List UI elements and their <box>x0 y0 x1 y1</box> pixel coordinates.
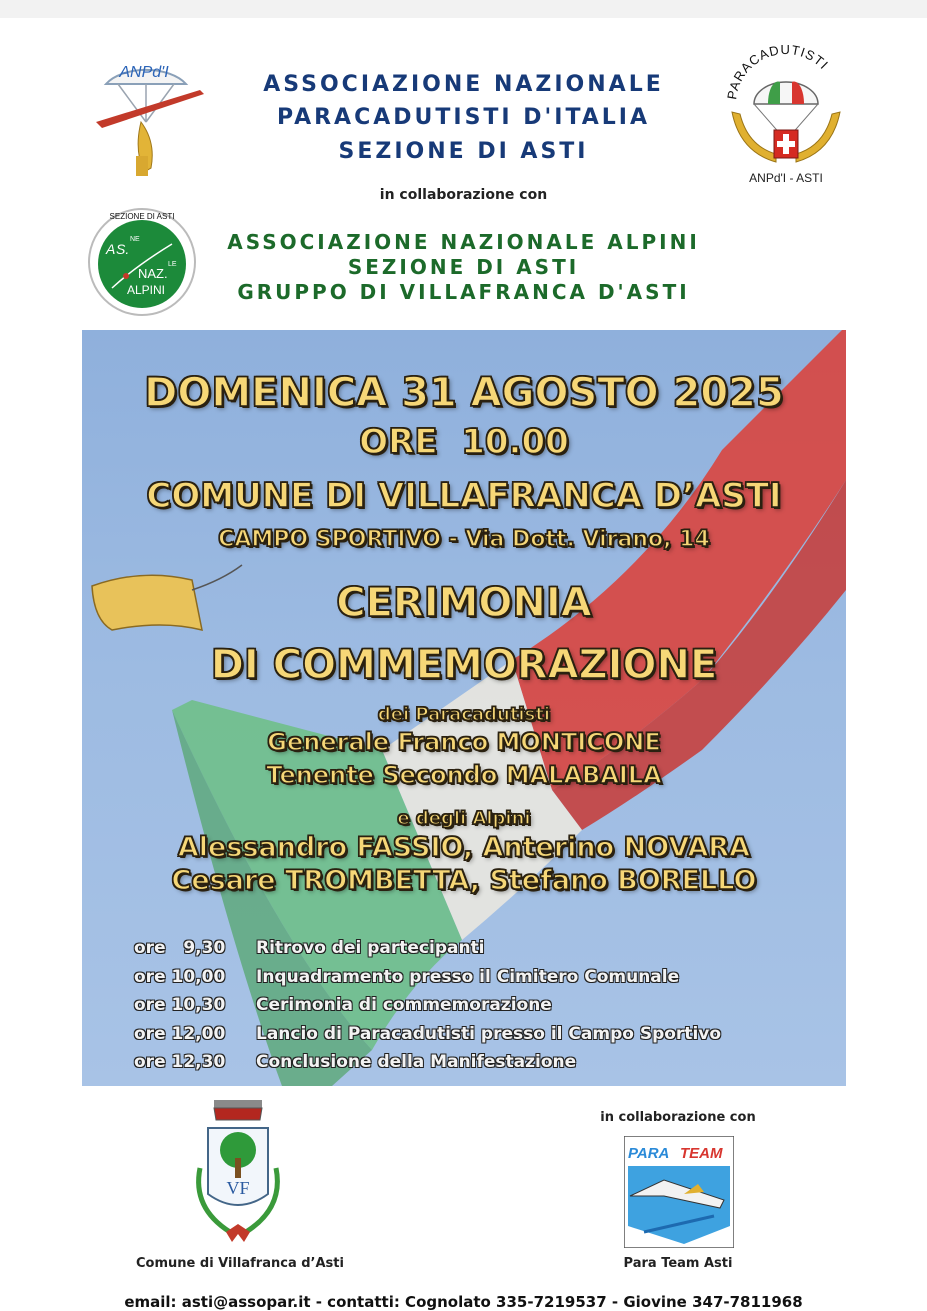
paracadutisti-caption: ANPd'I - ASTI <box>749 171 823 185</box>
schedule-time: ore 9,30 <box>134 938 226 958</box>
schedule-row <box>134 1024 721 1053</box>
schedule-desc: Cerimonia di commemorazione <box>256 995 552 1015</box>
schedule-row <box>134 967 721 996</box>
comune-caption: Comune di Villafranca d’Asti <box>136 1256 344 1271</box>
poster-name-1: Generale Franco MONTICONE <box>267 728 661 756</box>
alpini-line-1: ASSOCIAZIONE NAZIONALE ALPINI <box>227 230 700 254</box>
header-line-3: SEZIONE DI ASTI <box>338 139 589 164</box>
poster-dei: dei Paracadutisti <box>377 704 551 725</box>
ana-le: LE <box>168 261 177 268</box>
poster-degli: e degli Alpini <box>397 808 531 829</box>
schedule-time: ore 12,30 <box>134 1052 226 1072</box>
ana-ring-text: SEZIONE DI ASTI <box>109 212 175 221</box>
comune-vf-text: VF <box>226 1178 250 1198</box>
schedule-time: ore 10,00 <box>134 966 226 987</box>
anpdi-logo-text: ANPd'I <box>119 64 169 81</box>
ana-alpini: ALPINI <box>126 283 166 297</box>
poster-name-4: Cesare TROMBETTA, Stefano BORELLO <box>171 865 757 896</box>
parateam-logo <box>624 1136 734 1248</box>
top-band <box>0 0 927 18</box>
ana-naz: NAZ. <box>138 266 168 281</box>
poster-date: DOMENICA 31 AGOSTO 2025 <box>144 370 784 416</box>
header-line-2: PARACADUTISTI D'ITALIA <box>276 105 651 130</box>
poster-name-2: Tenente Secondo MALABAILA <box>266 761 662 789</box>
parateam-team-text: TEAM <box>680 1145 723 1162</box>
ana-letter-s: S. <box>116 241 130 257</box>
poster-title-2: DI COMMEMORAZIONE <box>210 642 718 688</box>
ana-letter-a: A <box>106 241 116 257</box>
schedule-desc: Conclusione della Manifestazione <box>256 1052 577 1072</box>
schedule-desc: Inquadramento presso il Cimitero Comunale <box>256 966 680 987</box>
poster-place: COMUNE DI VILLAFRANCA D’ASTI <box>146 476 782 516</box>
poster-title-1: CERIMONIA <box>336 580 592 626</box>
footer-contacts: email: asti@assopar.it - contatti: Cognolato 335-7219537 - Giovine 347-7811968 <box>124 1293 803 1311</box>
schedule-desc: Lancio di Paracadutisti presso il Campo Sportivo <box>256 1023 722 1044</box>
schedule-desc: Ritrovo dei partecipanti <box>256 938 485 958</box>
schedule-time: ore 12,00 <box>134 1023 226 1044</box>
poster-panel <box>82 330 846 1086</box>
poster-time: ORE 10.00 <box>359 422 569 462</box>
schedule-row <box>134 1052 721 1081</box>
header-line-1: ASSOCIAZIONE NAZIONALE <box>263 72 664 97</box>
parateam-para-text: PARA <box>628 1145 670 1162</box>
alpini-line-3: GRUPPO DI VILLAFRANCA D'ASTI <box>237 280 690 304</box>
schedule-list <box>134 938 721 1081</box>
comune-coat-of-arms <box>186 1098 290 1246</box>
alpini-line-2: SEZIONE DI ASTI <box>347 255 580 279</box>
paracadutisti-arc-text: PARACADUTISTI <box>724 42 832 101</box>
collab-text-bottom: in collaborazione con <box>600 1110 756 1125</box>
ana-ne: NE <box>130 236 140 243</box>
poster-address: CAMPO SPORTIVO - Via Dott. Virano, 14 <box>218 527 710 552</box>
schedule-row <box>134 995 721 1024</box>
parateam-caption: Para Team Asti <box>623 1256 733 1271</box>
paracadutisti-logo <box>724 42 848 188</box>
schedule-row <box>134 938 721 967</box>
schedule-time: ore 10,30 <box>134 995 226 1015</box>
collab-text-top: in collaborazione con <box>379 187 548 203</box>
poster-name-3: Alessandro FASSIO, Anterino NOVARA <box>177 832 751 863</box>
